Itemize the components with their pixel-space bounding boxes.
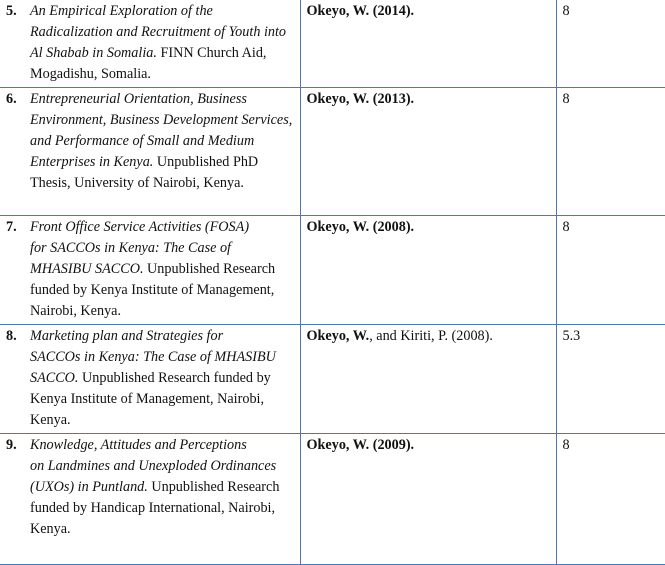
publication-title-cell [0, 434, 300, 565]
publication-title-cell [0, 216, 300, 325]
publication-score: 8 [562, 437, 570, 453]
publication-score-cell [556, 0, 665, 88]
publication-title-first: Marketing plan and Strategies for [30, 328, 224, 344]
publication-details: FINN Church Aid, Mogadishu, Somalia. [30, 45, 267, 82]
publication-author-cell [300, 216, 556, 325]
publication-score: 8 [562, 219, 570, 235]
publication-details: Unpublished Research funded by Kenya Institute of Management, Nairobi, Kenya. [30, 370, 271, 428]
publication-author: Okeyo, W. (2009). [306, 437, 415, 453]
publication-score-cell [556, 88, 665, 216]
publication-author: Okeyo, W. (2008). [306, 219, 415, 235]
table-row [0, 88, 665, 216]
publication-author-cell [300, 88, 556, 216]
publication-author: Okeyo, W. [306, 328, 370, 344]
publication-title-rest: on Landmines and Unexploded Ordinances (UXOs) in Puntland. [30, 458, 277, 495]
publication-title-rest: SACCOs in Kenya: The Case of MHASIBU SACCO. [30, 349, 276, 386]
publication-author: Okeyo, W. (2013). [306, 91, 415, 107]
publication-author-cell [300, 325, 556, 434]
publication-title-first: Entrepreneurial Orientation, Business [30, 91, 247, 107]
publication-author: Okeyo, W. (2014). [306, 3, 415, 19]
publication-title-first: Knowledge, Attitudes and Perceptions [30, 437, 247, 453]
publication-details: Unpublished Research funded by Kenya Institute of Management, Nairobi, Kenya. [30, 261, 276, 319]
publication-score-cell [556, 434, 665, 565]
publication-title-first: Front Office Service Activities (FOSA) [30, 219, 250, 235]
publication-score: 5.3 [562, 328, 581, 344]
publication-author-cell [300, 434, 556, 565]
publication-title-cell [0, 88, 300, 216]
publication-title-cell [0, 0, 300, 88]
table-row [0, 434, 665, 565]
publication-title-first: An Empirical Exploration of the [30, 3, 213, 19]
publication-score-cell [556, 325, 665, 434]
publication-title-rest: Environment, Business Development Services, and Performance of Small and Medium Enterprises in Kenya. [30, 112, 293, 170]
publication-number: 5. [6, 3, 17, 19]
publication-score-cell [556, 216, 665, 325]
table-row [0, 216, 665, 325]
publication-number: 8. [6, 328, 17, 344]
table-row [0, 325, 665, 434]
publication-author-cell [300, 0, 556, 88]
publication-title-cell [0, 325, 300, 434]
publication-score: 8 [562, 91, 570, 107]
publication-title-rest: for SACCOs in Kenya: The Case of MHASIBU SACCO. [30, 240, 231, 277]
publication-details: Unpublished Research funded by Handicap International, Nairobi, Kenya. [30, 479, 280, 537]
publication-coauthor: , and Kiriti, P. (2008). [369, 328, 493, 344]
publication-number: 7. [6, 219, 17, 235]
table-row [0, 0, 665, 88]
publication-title-rest: Radicalization and Recruitment of Youth into Al Shabab in Somalia. [30, 24, 287, 61]
publication-score: 8 [562, 3, 570, 19]
publication-number: 9. [6, 437, 17, 453]
publication-details: Unpublished PhD Thesis, University of Nairobi, Kenya. [30, 154, 259, 191]
publication-number: 6. [6, 91, 17, 107]
